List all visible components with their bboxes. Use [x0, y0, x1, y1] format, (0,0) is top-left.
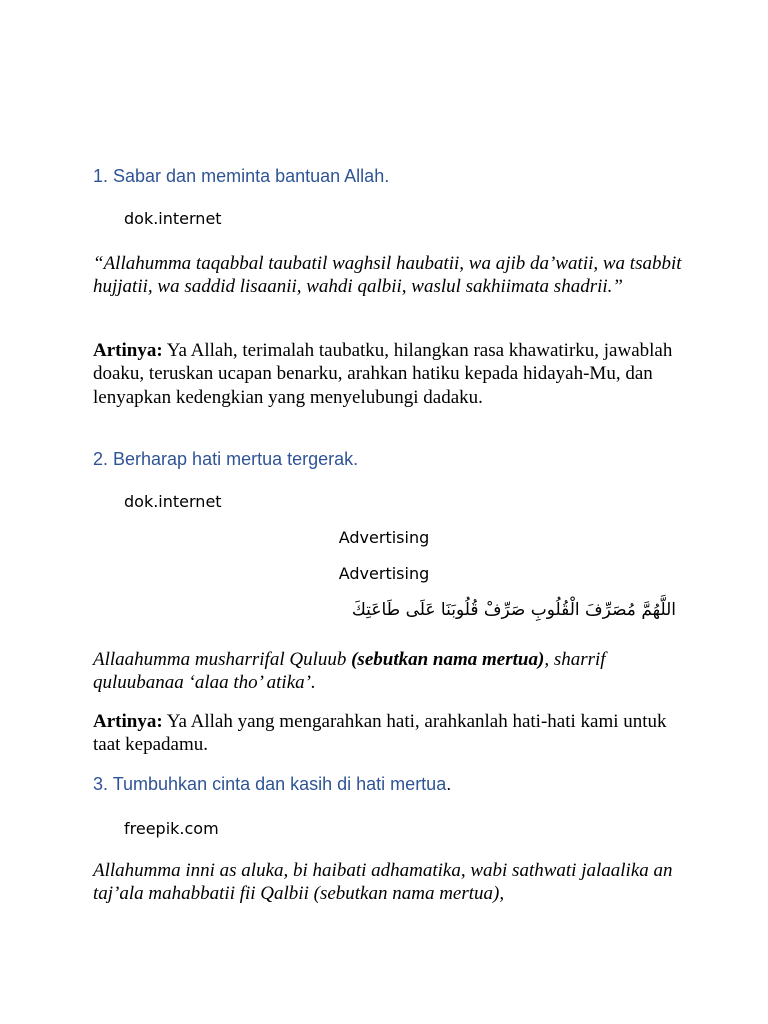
section-1-prayer: “Allahumma taqabbal taubatil waghsil haubatii, wa ajib da’watii, wa tsabbit hujjatii, wa saddid lisaanii, wahdi qalbii, waslul sakhiimata shadrii.”	[93, 253, 682, 298]
section-3-image-source: freepik.com	[124, 819, 219, 838]
section-2-meaning-label: Artinya:	[93, 711, 163, 732]
advertising-label-1: Advertising	[338, 528, 430, 547]
section-3-heading-dot: .	[446, 774, 452, 794]
section-1-heading: 1. Sabar dan meminta bantuan Allah.	[93, 166, 390, 186]
section-3-prayer: Allahumma inni as aluka, bi haibati adhamatika, wabi sathwati jalaalika an taj’ala mahabbatii fii Qalbii (sebutkan nama mertua),	[93, 860, 673, 905]
section-3-heading-text: 3. Tumbuhkan cinta dan kasih di hati mertua	[93, 774, 447, 794]
section-2-meaning	[93, 710, 683, 757]
section-1-meaning	[93, 339, 683, 409]
section-2-heading: 2. Berharap hati mertua tergerak.	[93, 449, 359, 469]
section-2-arabic-prayer: اللَّهُمَّ مُصَرِّفَ الْقُلُوبِ صَرِّفْ قُلُوبَنَا عَلَى طَاعَتِكَ	[351, 600, 676, 620]
section-2-meaning-text: Ya Allah yang mengarahkan hati, arahkanlah hati-hati kami untuk taat kepadamu.	[93, 711, 667, 756]
section-2-prayer	[93, 648, 683, 695]
advertising-label-2: Advertising	[338, 564, 430, 583]
section-2-prayer-part1: Allaahumma musharrifal Quluub	[93, 649, 352, 670]
section-1-meaning-label: Artinya:	[93, 340, 163, 361]
section-2-prayer-part2: , sharrif quluubanaa ‘alaa tho’ atika’.	[93, 649, 606, 694]
section-2-image-source: dok.internet	[124, 492, 222, 511]
section-1-meaning-text: Ya Allah, terimalah taubatku, hilangkan rasa khawatirku, jawablah doaku, teruskan ucapan benarku, arahkan hatiku kepada hidayah-Mu, dan lenyapkan kedengkian yang menyelubungi dadaku.	[93, 340, 673, 408]
section-1-image-source: dok.internet	[124, 209, 222, 228]
section-3-heading	[93, 774, 451, 795]
section-2-prayer-bold: (sebutkan nama mertua)	[351, 649, 545, 670]
